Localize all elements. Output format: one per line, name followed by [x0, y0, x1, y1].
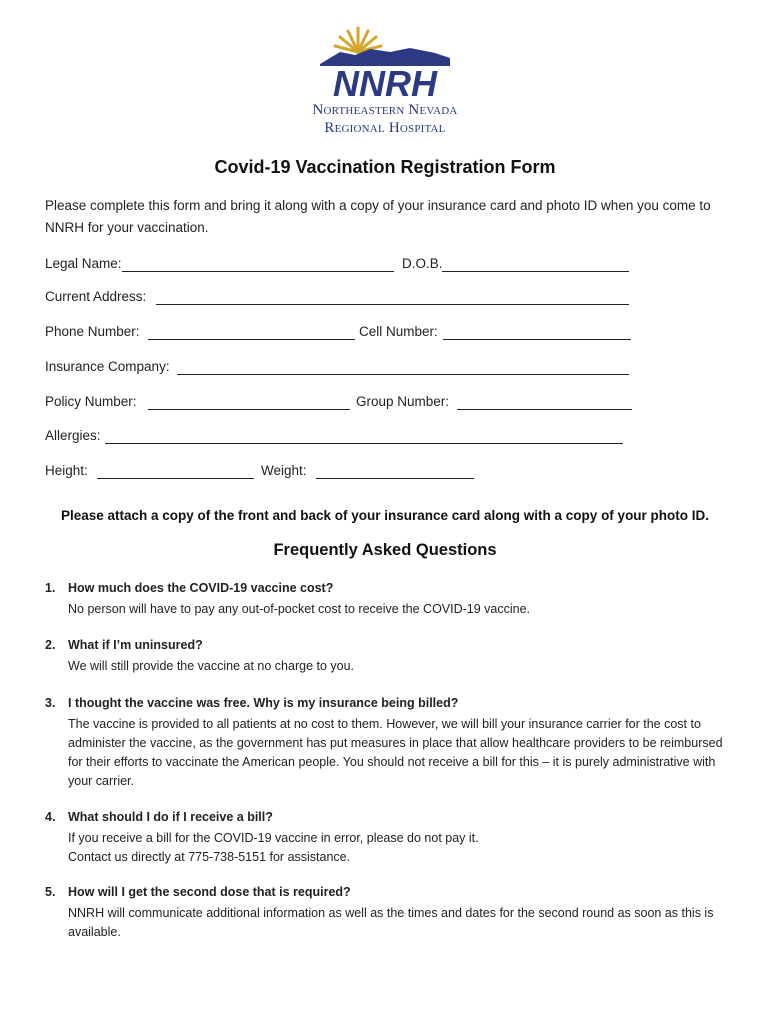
faq-answer-line: Contact us directly at 775-738-5151 for assistance.	[68, 850, 351, 864]
faq-answer: We will still provide the vaccine at no charge to you.	[68, 659, 355, 673]
weight-label: Weight:	[261, 463, 307, 478]
faq-answer: NNRH will communicate additional information as well as the times and dates for the second round as soon as this is available.	[68, 906, 714, 939]
allergies-field[interactable]	[105, 443, 623, 444]
address-field[interactable]	[156, 304, 629, 305]
intro-text: Please complete this form and bring it along with a copy of your insurance card and photo ID when you come to NNRH for your vaccination.	[45, 198, 711, 235]
row-legal-name	[45, 256, 735, 276]
cell-label: Cell Number:	[359, 324, 438, 339]
faq-item	[45, 696, 735, 796]
faq-number: 4.	[45, 810, 56, 824]
faq-question: What if I’m uninsured?	[68, 638, 203, 652]
policy-number-label: Policy Number:	[45, 394, 137, 409]
logo-mark-text: NNRH	[333, 63, 437, 102]
dob-field[interactable]	[442, 271, 629, 272]
weight-field[interactable]	[316, 478, 474, 479]
allergies-label: Allergies:	[45, 428, 101, 443]
nnrh-logo-mark	[300, 22, 470, 102]
legal-name-label: Legal Name:	[45, 256, 122, 271]
group-number-label: Group Number:	[356, 394, 450, 409]
row-allergies	[45, 428, 735, 448]
address-label: Current Address:	[45, 289, 147, 304]
nnrh-logo	[300, 22, 470, 137]
faq-item	[45, 810, 735, 870]
faq-number: 1.	[45, 581, 56, 595]
group-number-field[interactable]	[457, 409, 632, 410]
faq-question: How much does the COVID-19 vaccine cost?	[68, 581, 334, 595]
faq-question: What should I do if I receive a bill?	[68, 810, 273, 824]
faq-number: 3.	[45, 696, 56, 710]
faq-item	[45, 638, 735, 678]
legal-name-field[interactable]	[122, 271, 394, 272]
row-phone	[45, 324, 735, 344]
logo-line1: Northeastern Nevada	[312, 102, 458, 118]
insurance-company-label: Insurance Company:	[45, 359, 170, 374]
phone-field[interactable]	[148, 339, 355, 340]
form-title: Covid-19 Vaccination Registration Form	[214, 157, 556, 177]
faq-answer: No person will have to pay any out-of-pocket cost to receive the COVID-19 vaccine.	[68, 602, 531, 616]
row-policy	[45, 394, 735, 414]
faq-answer-line: If you receive a bill for the COVID-19 vaccine in error, please do not pay it.	[68, 831, 479, 845]
faq-item	[45, 581, 735, 621]
row-height-weight	[45, 463, 735, 483]
cell-field[interactable]	[443, 339, 631, 340]
insurance-company-field[interactable]	[177, 374, 629, 375]
logo-line2: Regional Hospital	[324, 120, 446, 136]
faq-number: 2.	[45, 638, 56, 652]
height-label: Height:	[45, 463, 88, 478]
policy-number-field[interactable]	[148, 409, 350, 410]
dob-label: D.O.B.	[402, 256, 443, 271]
faq-question: I thought the vaccine was free. Why is my insurance being billed?	[68, 696, 459, 710]
height-field[interactable]	[97, 478, 254, 479]
row-address	[45, 289, 735, 309]
faq-number: 5.	[45, 885, 56, 899]
faq-item	[45, 885, 735, 945]
faq-answer: The vaccine is provided to all patients at no cost to them. However, we will bill your insurance carrier for the cost to administer the vaccine, as the government has put measures in place that allow healthcare providers to be reimbursed for their efforts to vaccinate the American people. You should not receive a bill for this – it is purely administrative with your carrier.	[68, 717, 723, 788]
faq-title: Frequently Asked Questions	[273, 541, 497, 559]
row-insurance	[45, 359, 735, 379]
attach-note: Please attach a copy of the front and back of your insurance card along with a copy of your photo ID.	[60, 508, 710, 523]
faq-question: How will I get the second dose that is required?	[68, 885, 351, 899]
faq-answer	[68, 829, 733, 867]
phone-label: Phone Number:	[45, 324, 140, 339]
